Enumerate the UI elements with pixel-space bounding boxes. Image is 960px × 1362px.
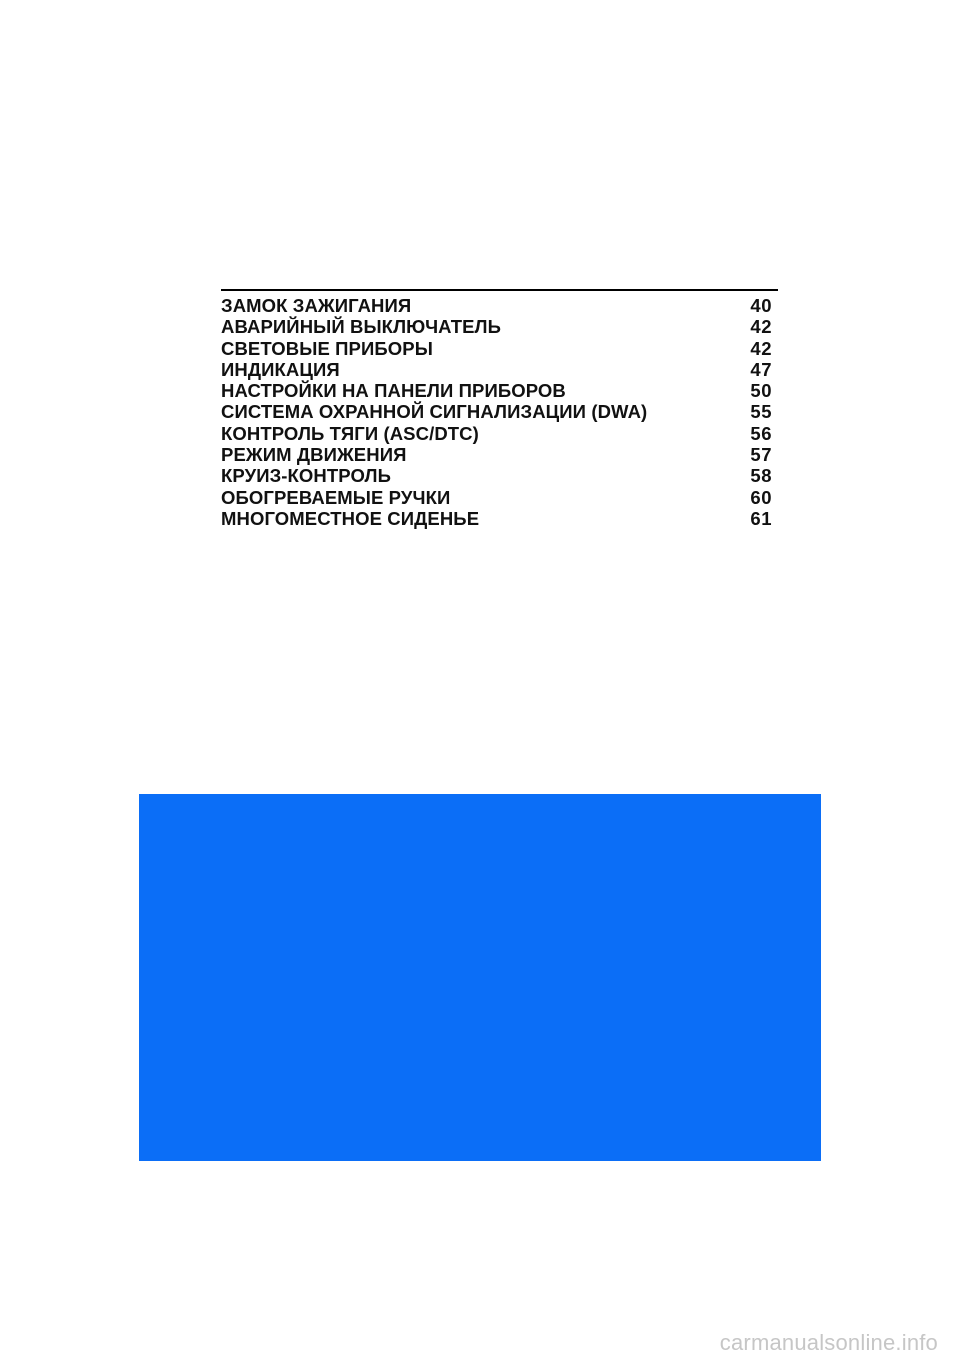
toc-entry-page: 47 xyxy=(750,358,772,380)
toc-entry[interactable] xyxy=(221,401,778,422)
toc-entry[interactable] xyxy=(221,359,778,380)
toc-entry-title: КРУИЗ-КОНТРОЛЬ xyxy=(221,465,391,487)
toc-entry-page: 40 xyxy=(750,295,772,316)
toc-entry[interactable] xyxy=(221,316,778,337)
toc-entry-page: 42 xyxy=(750,337,772,359)
toc-entry-page: 42 xyxy=(750,316,772,338)
toc-entry-title: МНОГОМЕСТНОЕ СИДЕНЬЕ xyxy=(221,507,480,529)
toc-entry-page: 56 xyxy=(750,422,772,444)
toc-entry-title: КОНТРОЛЬ ТЯГИ (ASC/DTC) xyxy=(221,422,479,444)
table-of-contents xyxy=(221,289,778,529)
toc-entry-title: СВЕТОВЫЕ ПРИБОРЫ xyxy=(221,337,433,359)
toc-entry-page: 58 xyxy=(750,465,772,487)
toc-entry-title: НАСТРОЙКИ НА ПАНЕЛИ ПРИБОРОВ xyxy=(221,380,566,402)
toc-entry[interactable] xyxy=(221,295,778,316)
toc-entry-title: РЕЖИМ ДВИЖЕНИЯ xyxy=(221,444,407,466)
toc-entry-page: 57 xyxy=(750,444,772,466)
toc-entry[interactable] xyxy=(221,465,778,486)
blue-color-panel xyxy=(139,794,821,1161)
toc-entry[interactable] xyxy=(221,444,778,465)
toc-entry-page: 60 xyxy=(750,486,772,508)
toc-entry-title: АВАРИЙНЫЙ ВЫКЛЮЧАТЕЛЬ xyxy=(221,316,502,338)
toc-entry[interactable] xyxy=(221,423,778,444)
toc-entry[interactable] xyxy=(221,338,778,359)
toc-entry-title: ОБОГРЕВАЕМЫЕ РУЧКИ xyxy=(221,486,451,508)
toc-entry-title: СИСТЕМА ОХРАННОЙ СИГНАЛИЗАЦИИ (DWA) xyxy=(221,401,648,423)
toc-entry[interactable] xyxy=(221,508,778,529)
toc-entry-page: 50 xyxy=(750,380,772,402)
toc-entry-page: 55 xyxy=(750,401,772,423)
toc-entry[interactable] xyxy=(221,487,778,508)
toc-entry-title: ЗАМОК ЗАЖИГАНИЯ xyxy=(221,295,412,316)
toc-entry[interactable] xyxy=(221,380,778,401)
watermark-text: carmanualsonline.info xyxy=(719,1330,938,1355)
toc-entry-page: 61 xyxy=(750,507,772,529)
toc-entry-title: ИНДИКАЦИЯ xyxy=(221,358,340,380)
